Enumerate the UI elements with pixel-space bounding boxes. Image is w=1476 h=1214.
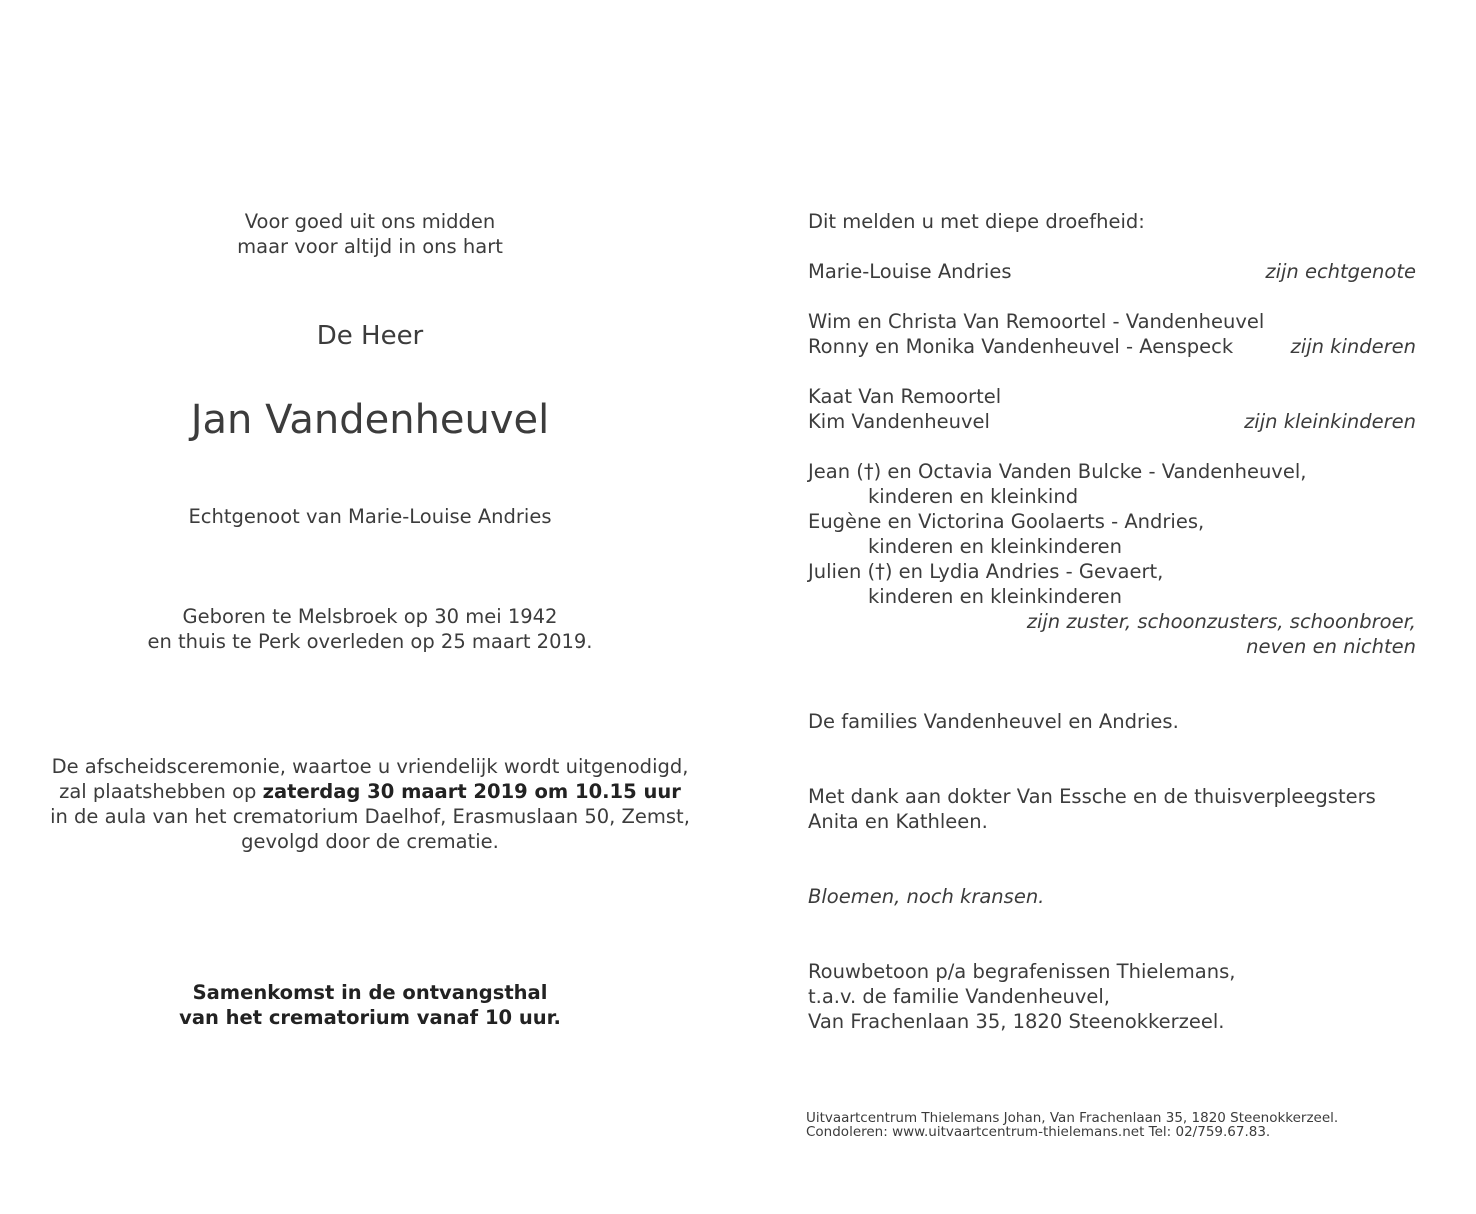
mourner-row: [808, 384, 1416, 409]
ceremony-line: De afscheidsceremonie, waartoe u vriendelijk wordt uitgenodigd,: [51, 755, 689, 778]
mourner-sub: kinderen en kleinkind: [868, 485, 1079, 508]
spouse-line: Echtgenoot van Marie-Louise Andries: [188, 505, 552, 528]
footer-line: Condoleren: www.uitvaartcentrum-thielemans.net Tel: 02/759.67.83.: [806, 1124, 1271, 1140]
gathering-line: Samenkomst in de ontvangsthal: [192, 981, 548, 1004]
mourner-row: [808, 334, 1416, 359]
siblings-entry: [808, 459, 1416, 659]
gathering-info: [20, 980, 720, 1030]
thanks-line: Met dank aan dokter Van Essche en de thuisverpleegsters: [808, 785, 1376, 808]
motto: [20, 209, 720, 259]
death-line: en thuis te Perk overleden op 25 maart 2019.: [147, 630, 593, 653]
salutation: De Heer: [316, 321, 424, 351]
ceremony-prefix: zal plaatshebben op: [59, 780, 263, 803]
mourner-name: Marie-Louise Andries: [808, 260, 1012, 283]
birth-line: Geboren te Melsbroek op 30 mei 1942: [182, 605, 558, 628]
birth-death: [20, 604, 720, 654]
mourner-row: [808, 259, 1416, 284]
mourner-name: Ronny en Monika Vandenheuvel - Aenspeck: [808, 335, 1234, 358]
condolence-address: [808, 959, 1416, 1034]
mourner-name: Kim Vandenheuvel: [808, 410, 990, 433]
deceased-name: Jan Vandenheuvel: [190, 397, 550, 443]
mourner-sub: kinderen en kleinkinderen: [868, 535, 1123, 558]
address-line: t.a.v. de familie Vandenheuvel,: [808, 985, 1110, 1008]
ceremony-info: [20, 754, 720, 854]
ceremony-line: gevolgd door de crematie.: [241, 830, 499, 853]
address-line: Rouwbetoon p/a begrafenissen Thielemans,: [808, 960, 1236, 983]
relation-label: zijn zuster, schoonzusters, schoonbroer,: [1026, 610, 1416, 633]
funeral-home-footer: [806, 1111, 1414, 1139]
ceremony-datetime: zaterdag 30 maart 2019 om 10.15 uur: [262, 780, 681, 803]
relation-label: zijn echtgenote: [1265, 260, 1416, 283]
children-entry: [808, 309, 1416, 359]
flowers-note: Bloemen, noch kransen.: [808, 885, 1045, 908]
mourner-sub: kinderen en kleinkinderen: [868, 585, 1123, 608]
thanks-line: Anita en Kathleen.: [808, 810, 988, 833]
gathering-line: van het crematorium vanaf 10 uur.: [179, 1006, 561, 1029]
thanks-note: [808, 784, 1416, 834]
mourner-name: Jean (†) en Octavia Vanden Bulcke - Vandenheuvel,: [808, 460, 1307, 483]
wife-entry: [808, 259, 1416, 284]
families-line: De families Vandenheuvel en Andries.: [808, 710, 1179, 733]
relation-label: zijn kleinkinderen: [1244, 410, 1416, 433]
mourner-row: [808, 409, 1416, 434]
mourner-name: Julien (†) en Lydia Andries - Gevaert,: [808, 560, 1164, 583]
address-line: Van Frachenlaan 35, 1820 Steenokkerzeel.: [808, 1010, 1225, 1033]
mourner-name: Kaat Van Remoortel: [808, 385, 1002, 408]
relation-label: zijn kinderen: [1290, 335, 1416, 358]
grandchildren-entry: [808, 384, 1416, 434]
ceremony-line: in de aula van het crematorium Daelhof, Erasmuslaan 50, Zemst,: [50, 805, 690, 828]
footer-line: Uitvaartcentrum Thielemans Johan, Van Frachenlaan 35, 1820 Steenokkerzeel.: [806, 1110, 1339, 1126]
mourner-name: Wim en Christa Van Remoortel - Vandenheuvel: [808, 310, 1265, 333]
announcement-intro: Dit melden u met diepe droefheid:: [808, 210, 1145, 233]
ceremony-line: [20, 779, 720, 804]
relation-label: neven en nichten: [1246, 635, 1416, 658]
mourner-row: [808, 309, 1416, 334]
mourner-name: Eugène en Victorina Goolaerts - Andries,: [808, 510, 1205, 533]
motto-line: maar voor altijd in ons hart: [237, 235, 503, 258]
motto-line: Voor goed uit ons midden: [244, 210, 496, 233]
